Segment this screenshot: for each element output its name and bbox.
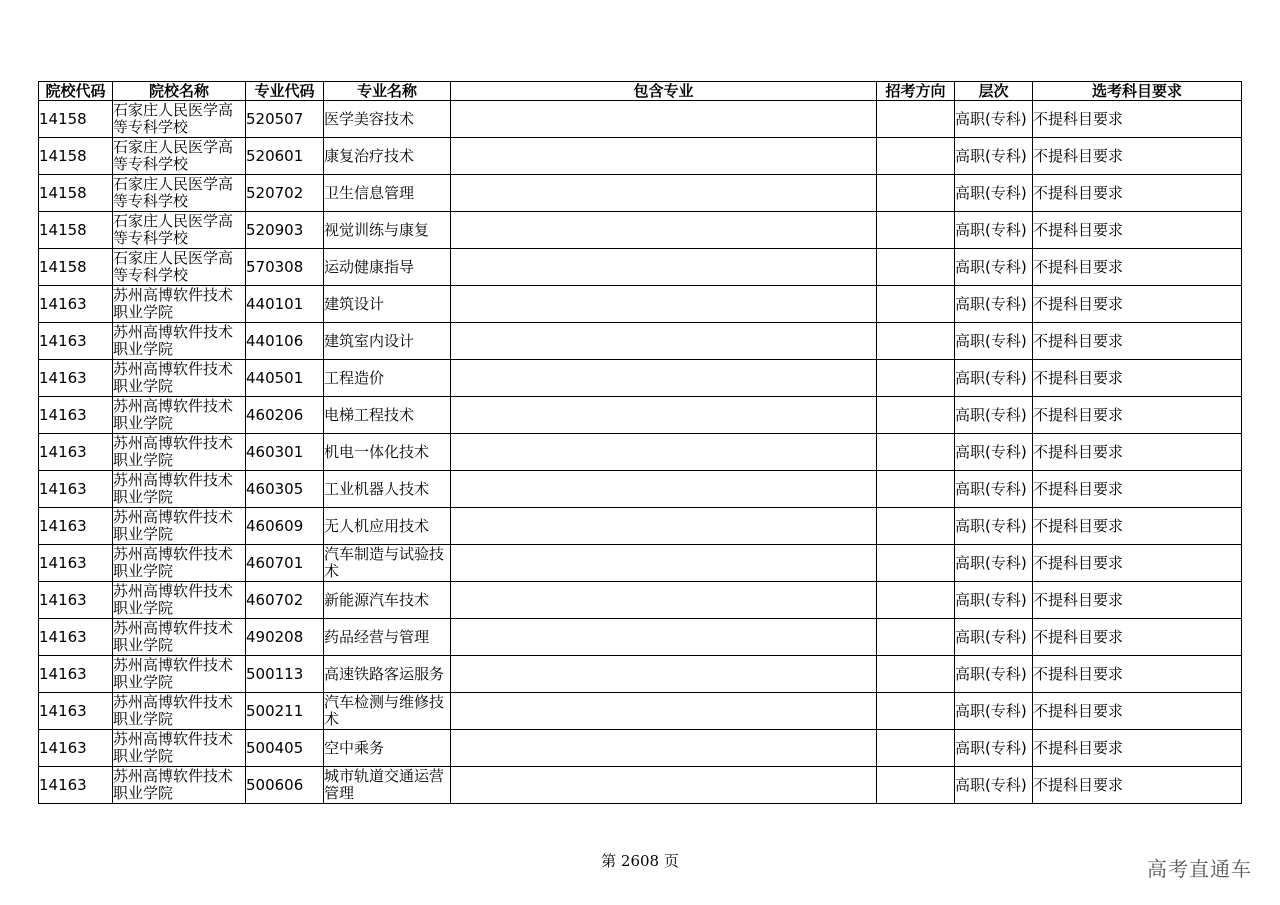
cell-level: 高职(专科) bbox=[955, 175, 1033, 212]
cell-major-code: 460305 bbox=[246, 471, 324, 508]
cell-school-name: 石家庄人民医学高等专科学校 bbox=[113, 249, 246, 286]
cell-level: 高职(专科) bbox=[955, 656, 1033, 693]
cell-direction bbox=[877, 175, 955, 212]
page-number: 第 2608 页 bbox=[601, 852, 679, 870]
cell-direction bbox=[877, 249, 955, 286]
cell-school-name: 苏州高博软件技术职业学院 bbox=[113, 656, 246, 693]
table-row bbox=[39, 286, 1242, 323]
cell-major-name: 汽车检测与维修技术 bbox=[324, 693, 451, 730]
cell-school-name: 苏州高博软件技术职业学院 bbox=[113, 323, 246, 360]
cell-school-name: 苏州高博软件技术职业学院 bbox=[113, 360, 246, 397]
cell-level: 高职(专科) bbox=[955, 397, 1033, 434]
cell-school-name: 苏州高博软件技术职业学院 bbox=[113, 767, 246, 804]
cell-major-code: 460206 bbox=[246, 397, 324, 434]
cell-direction bbox=[877, 767, 955, 804]
cell-major-name: 视觉训练与康复 bbox=[324, 212, 451, 249]
cell-subject-requirement: 不提科目要求 bbox=[1033, 545, 1242, 582]
cell-included-majors bbox=[451, 471, 877, 508]
cell-direction bbox=[877, 582, 955, 619]
cell-school-code: 14163 bbox=[39, 656, 113, 693]
cell-school-code: 14158 bbox=[39, 101, 113, 138]
header-major-name: 专业名称 bbox=[324, 82, 451, 101]
cell-included-majors bbox=[451, 693, 877, 730]
cell-included-majors bbox=[451, 619, 877, 656]
cell-level: 高职(专科) bbox=[955, 693, 1033, 730]
cell-major-name: 卫生信息管理 bbox=[324, 175, 451, 212]
cell-school-name: 苏州高博软件技术职业学院 bbox=[113, 730, 246, 767]
cell-major-name: 运动健康指导 bbox=[324, 249, 451, 286]
cell-subject-requirement: 不提科目要求 bbox=[1033, 397, 1242, 434]
cell-major-code: 460702 bbox=[246, 582, 324, 619]
cell-level: 高职(专科) bbox=[955, 767, 1033, 804]
cell-school-code: 14163 bbox=[39, 619, 113, 656]
header-school-code: 院校代码 bbox=[39, 82, 113, 101]
cell-major-code: 460609 bbox=[246, 508, 324, 545]
cell-level: 高职(专科) bbox=[955, 730, 1033, 767]
cell-subject-requirement: 不提科目要求 bbox=[1033, 656, 1242, 693]
cell-level: 高职(专科) bbox=[955, 545, 1033, 582]
cell-included-majors bbox=[451, 175, 877, 212]
cell-included-majors bbox=[451, 101, 877, 138]
table-row bbox=[39, 582, 1242, 619]
cell-major-name: 建筑设计 bbox=[324, 286, 451, 323]
cell-level: 高职(专科) bbox=[955, 323, 1033, 360]
cell-major-name: 工业机器人技术 bbox=[324, 471, 451, 508]
cell-school-code: 14158 bbox=[39, 212, 113, 249]
cell-major-name: 医学美容技术 bbox=[324, 101, 451, 138]
cell-major-code: 500405 bbox=[246, 730, 324, 767]
table-row bbox=[39, 175, 1242, 212]
cell-subject-requirement: 不提科目要求 bbox=[1033, 249, 1242, 286]
cell-school-code: 14163 bbox=[39, 360, 113, 397]
cell-major-code: 520601 bbox=[246, 138, 324, 175]
cell-school-name: 苏州高博软件技术职业学院 bbox=[113, 508, 246, 545]
cell-included-majors bbox=[451, 582, 877, 619]
cell-direction bbox=[877, 212, 955, 249]
cell-level: 高职(专科) bbox=[955, 138, 1033, 175]
cell-level: 高职(专科) bbox=[955, 360, 1033, 397]
table-body bbox=[39, 101, 1242, 804]
cell-level: 高职(专科) bbox=[955, 249, 1033, 286]
cell-level: 高职(专科) bbox=[955, 286, 1033, 323]
cell-school-code: 14163 bbox=[39, 582, 113, 619]
cell-major-code: 460701 bbox=[246, 545, 324, 582]
watermark-text: 高考直通车 bbox=[1147, 857, 1252, 881]
cell-major-code: 570308 bbox=[246, 249, 324, 286]
admissions-table bbox=[38, 81, 1242, 804]
cell-school-name: 苏州高博软件技术职业学院 bbox=[113, 397, 246, 434]
table-row bbox=[39, 434, 1242, 471]
cell-school-code: 14163 bbox=[39, 730, 113, 767]
cell-subject-requirement: 不提科目要求 bbox=[1033, 730, 1242, 767]
cell-subject-requirement: 不提科目要求 bbox=[1033, 582, 1242, 619]
cell-major-code: 490208 bbox=[246, 619, 324, 656]
cell-major-name: 工程造价 bbox=[324, 360, 451, 397]
cell-direction bbox=[877, 138, 955, 175]
cell-major-name: 城市轨道交通运营管理 bbox=[324, 767, 451, 804]
cell-direction bbox=[877, 286, 955, 323]
cell-major-name: 电梯工程技术 bbox=[324, 397, 451, 434]
table-row bbox=[39, 767, 1242, 804]
header-school-name: 院校名称 bbox=[113, 82, 246, 101]
cell-level: 高职(专科) bbox=[955, 619, 1033, 656]
cell-major-code: 500113 bbox=[246, 656, 324, 693]
cell-school-code: 14163 bbox=[39, 286, 113, 323]
cell-subject-requirement: 不提科目要求 bbox=[1033, 619, 1242, 656]
table-row bbox=[39, 101, 1242, 138]
cell-school-name: 苏州高博软件技术职业学院 bbox=[113, 693, 246, 730]
cell-direction bbox=[877, 360, 955, 397]
cell-major-name: 汽车制造与试验技术 bbox=[324, 545, 451, 582]
cell-major-code: 520507 bbox=[246, 101, 324, 138]
cell-subject-requirement: 不提科目要求 bbox=[1033, 434, 1242, 471]
cell-included-majors bbox=[451, 434, 877, 471]
cell-school-name: 苏州高博软件技术职业学院 bbox=[113, 434, 246, 471]
cell-school-code: 14163 bbox=[39, 323, 113, 360]
cell-subject-requirement: 不提科目要求 bbox=[1033, 693, 1242, 730]
cell-subject-requirement: 不提科目要求 bbox=[1033, 101, 1242, 138]
cell-included-majors bbox=[451, 138, 877, 175]
cell-included-majors bbox=[451, 286, 877, 323]
cell-included-majors bbox=[451, 212, 877, 249]
table-header-row bbox=[39, 82, 1242, 101]
cell-direction bbox=[877, 545, 955, 582]
cell-major-code: 440106 bbox=[246, 323, 324, 360]
cell-included-majors bbox=[451, 545, 877, 582]
table-row bbox=[39, 545, 1242, 582]
cell-subject-requirement: 不提科目要求 bbox=[1033, 767, 1242, 804]
cell-included-majors bbox=[451, 323, 877, 360]
table-row bbox=[39, 471, 1242, 508]
cell-school-code: 14158 bbox=[39, 138, 113, 175]
cell-subject-requirement: 不提科目要求 bbox=[1033, 138, 1242, 175]
cell-major-name: 机电一体化技术 bbox=[324, 434, 451, 471]
cell-subject-requirement: 不提科目要求 bbox=[1033, 286, 1242, 323]
cell-included-majors bbox=[451, 730, 877, 767]
cell-direction bbox=[877, 101, 955, 138]
table-row bbox=[39, 656, 1242, 693]
cell-level: 高职(专科) bbox=[955, 471, 1033, 508]
cell-school-code: 14163 bbox=[39, 693, 113, 730]
cell-school-name: 苏州高博软件技术职业学院 bbox=[113, 545, 246, 582]
table-row bbox=[39, 323, 1242, 360]
header-level: 层次 bbox=[955, 82, 1033, 101]
cell-direction bbox=[877, 397, 955, 434]
cell-major-code: 440101 bbox=[246, 286, 324, 323]
cell-subject-requirement: 不提科目要求 bbox=[1033, 323, 1242, 360]
cell-included-majors bbox=[451, 656, 877, 693]
cell-major-name: 无人机应用技术 bbox=[324, 508, 451, 545]
cell-major-code: 500211 bbox=[246, 693, 324, 730]
cell-included-majors bbox=[451, 508, 877, 545]
cell-level: 高职(专科) bbox=[955, 212, 1033, 249]
cell-direction bbox=[877, 619, 955, 656]
table-row bbox=[39, 619, 1242, 656]
cell-included-majors bbox=[451, 397, 877, 434]
cell-major-name: 药品经营与管理 bbox=[324, 619, 451, 656]
cell-direction bbox=[877, 434, 955, 471]
header-subject-requirement: 选考科目要求 bbox=[1033, 82, 1242, 101]
table-row bbox=[39, 138, 1242, 175]
cell-school-code: 14163 bbox=[39, 767, 113, 804]
cell-school-name: 石家庄人民医学高等专科学校 bbox=[113, 212, 246, 249]
cell-major-name: 新能源汽车技术 bbox=[324, 582, 451, 619]
cell-major-code: 460301 bbox=[246, 434, 324, 471]
cell-school-code: 14158 bbox=[39, 249, 113, 286]
table-row bbox=[39, 730, 1242, 767]
cell-included-majors bbox=[451, 249, 877, 286]
header-direction: 招考方向 bbox=[877, 82, 955, 101]
table-row bbox=[39, 249, 1242, 286]
header-included-majors: 包含专业 bbox=[451, 82, 877, 101]
cell-major-code: 440501 bbox=[246, 360, 324, 397]
cell-included-majors bbox=[451, 360, 877, 397]
cell-major-name: 高速铁路客运服务 bbox=[324, 656, 451, 693]
cell-subject-requirement: 不提科目要求 bbox=[1033, 508, 1242, 545]
cell-school-code: 14163 bbox=[39, 434, 113, 471]
cell-school-name: 石家庄人民医学高等专科学校 bbox=[113, 175, 246, 212]
table-row bbox=[39, 508, 1242, 545]
cell-major-code: 520702 bbox=[246, 175, 324, 212]
cell-direction bbox=[877, 508, 955, 545]
cell-major-name: 康复治疗技术 bbox=[324, 138, 451, 175]
cell-level: 高职(专科) bbox=[955, 582, 1033, 619]
cell-direction bbox=[877, 471, 955, 508]
table-row bbox=[39, 397, 1242, 434]
cell-school-name: 石家庄人民医学高等专科学校 bbox=[113, 101, 246, 138]
cell-direction bbox=[877, 323, 955, 360]
cell-school-name: 苏州高博软件技术职业学院 bbox=[113, 286, 246, 323]
cell-school-name: 石家庄人民医学高等专科学校 bbox=[113, 138, 246, 175]
cell-school-code: 14163 bbox=[39, 545, 113, 582]
cell-school-name: 苏州高博软件技术职业学院 bbox=[113, 619, 246, 656]
cell-school-code: 14163 bbox=[39, 397, 113, 434]
cell-major-name: 空中乘务 bbox=[324, 730, 451, 767]
table-row bbox=[39, 212, 1242, 249]
cell-school-code: 14163 bbox=[39, 508, 113, 545]
cell-school-code: 14163 bbox=[39, 471, 113, 508]
cell-direction bbox=[877, 730, 955, 767]
cell-school-name: 苏州高博软件技术职业学院 bbox=[113, 582, 246, 619]
cell-subject-requirement: 不提科目要求 bbox=[1033, 360, 1242, 397]
cell-subject-requirement: 不提科目要求 bbox=[1033, 471, 1242, 508]
header-major-code: 专业代码 bbox=[246, 82, 324, 101]
cell-subject-requirement: 不提科目要求 bbox=[1033, 212, 1242, 249]
cell-level: 高职(专科) bbox=[955, 508, 1033, 545]
cell-major-name: 建筑室内设计 bbox=[324, 323, 451, 360]
cell-included-majors bbox=[451, 767, 877, 804]
cell-major-code: 500606 bbox=[246, 767, 324, 804]
cell-direction bbox=[877, 693, 955, 730]
cell-level: 高职(专科) bbox=[955, 434, 1033, 471]
cell-subject-requirement: 不提科目要求 bbox=[1033, 175, 1242, 212]
cell-school-code: 14158 bbox=[39, 175, 113, 212]
cell-school-name: 苏州高博软件技术职业学院 bbox=[113, 471, 246, 508]
table-row bbox=[39, 360, 1242, 397]
cell-major-code: 520903 bbox=[246, 212, 324, 249]
table-row bbox=[39, 693, 1242, 730]
cell-direction bbox=[877, 656, 955, 693]
cell-level: 高职(专科) bbox=[955, 101, 1033, 138]
